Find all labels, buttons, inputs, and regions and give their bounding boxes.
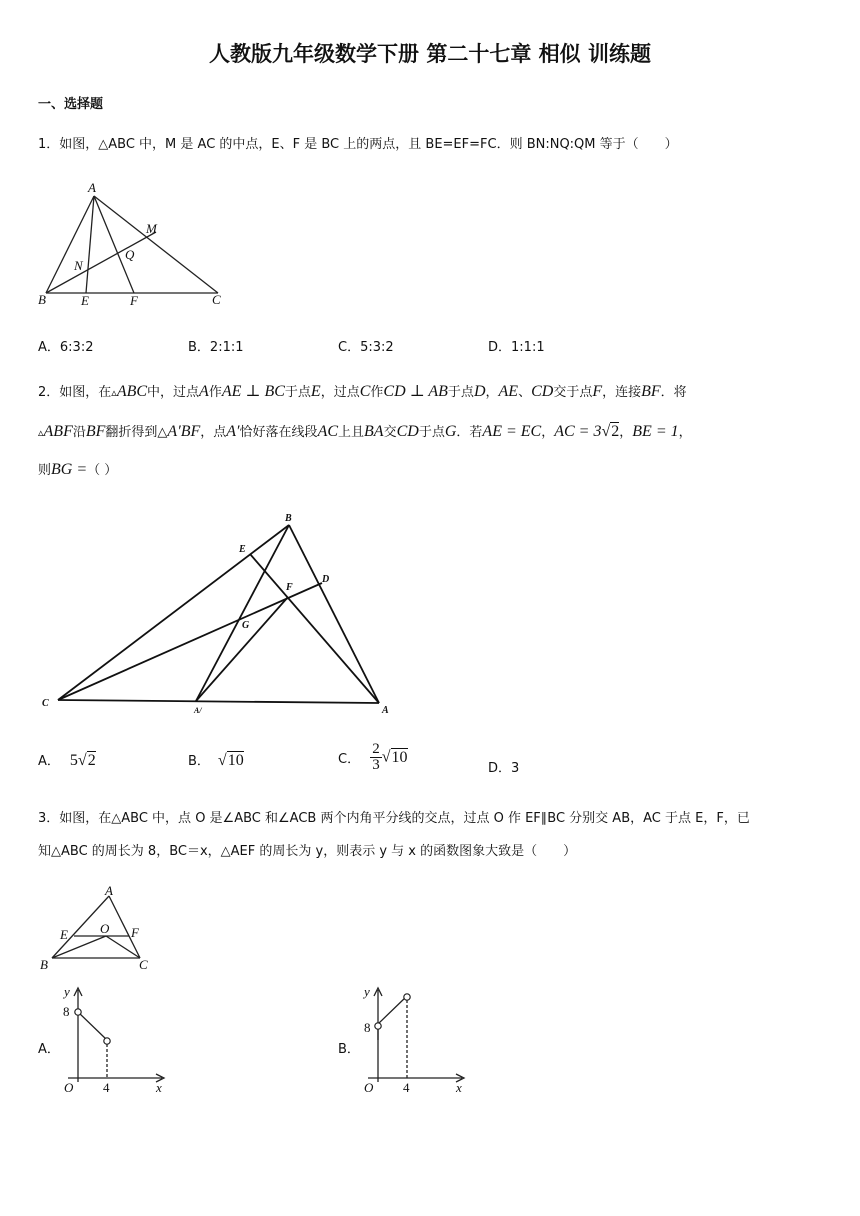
q1-label-q: Q [125,247,135,262]
q3-option-a-graph[interactable] [58,982,170,1098]
q3-option-b-label[interactable]: B． [338,1042,360,1057]
q3-b-tick-8: 8 [364,1020,371,1035]
q3-option-b-graph[interactable] [358,982,470,1098]
q1-label-e: E [81,293,89,308]
q3-label-o: O [100,921,110,936]
q3-label-b: B [40,957,48,972]
question-3-line-1: 3．如图，在△ABC 中，点 O 是∠ABC 和∠ACB 两个内角平分线的交点，过点 O 作 EF∥BC 分别交 AB，AC 于点 E，F，已 [38,811,750,826]
q3-triangle-figure [36,884,156,976]
q2-triangle-figure [36,505,406,725]
q3-label-a: A [105,884,113,898]
q2-option-c[interactable]: C． $\frac{2}{3}$ √10 [338,741,408,773]
q3-a-x-label: x [156,1080,162,1095]
q3-a-tick-4: 4 [103,1080,110,1095]
q2-label-d: D [322,574,330,585]
section-heading: 一、选择题 [38,97,104,112]
q2-label-c: C [42,698,49,709]
q3-label-e: E [60,927,68,942]
q1-label-m: M [146,221,157,236]
q3-b-x-label: x [456,1080,462,1095]
q1-option-d[interactable]: D．1:1:1 [488,340,545,355]
q1-option-b[interactable]: B．2:1:1 [188,340,244,355]
q3-label-c: C [139,957,148,972]
q3-a-y-label: y [64,984,70,999]
q3-b-y-label: y [364,984,370,999]
q2-option-d[interactable]: D．3 [488,761,520,776]
q1-label-c: C [212,292,221,307]
q1-label-f: F [130,293,138,308]
question-2-line-1: 2．如图，在▵ABC中，过点A作AE ⊥ BC于点E，过点C作CD ⊥ AB于点D，AE、CD交于点F，连接BF．将 [38,383,687,400]
q3-label-f: F [131,925,139,940]
q2-label-g: G [242,620,250,631]
q3-b-origin-label: O [364,1080,374,1095]
q2-label-e: E [239,544,246,555]
q3-b-tick-4: 4 [403,1080,410,1095]
q1-option-a[interactable]: A．6:3:2 [38,340,94,355]
question-2-line-2: ▵ABF沿BF翻折得到△A′BF，点A′恰好落在线段AC上且BA交CD于点G．若AE = EC，AC = 3√2，BE = 1， [38,423,692,440]
q1-label-a: A [88,180,96,195]
q3-option-a-label[interactable]: A． [38,1042,60,1057]
q3-a-tick-8: 8 [63,1004,70,1019]
q1-label-n: N [74,258,83,273]
q1-label-b: B [38,292,46,307]
question-1-text: 1．如图，△ABC 中，M 是 AC 的中点，E、F 是 BC 上的两点，且 BE=EF=FC．则 BN:NQ:QM 等于（ ） [38,137,678,152]
q3-a-origin-label: O [64,1080,74,1095]
q2-option-b[interactable]: B． √10 [188,752,244,769]
q2-label-b: B [285,513,292,524]
q1-triangle-figure [36,178,236,308]
question-3-line-2: 知△ABC 的周长为 8，BC＝x，△AEF 的周长为 y，则表示 y 与 x 的函数图象大致是（ ） [38,844,577,859]
q2-label-a: A [382,705,389,716]
q2-label-f: F [286,582,293,593]
q1-option-c[interactable]: C．5:3:2 [338,340,394,355]
q2-label-a-prime: A/ [194,706,202,715]
page-title: 人教版九年级数学下册 第二十七章 相似 训练题 [209,42,651,66]
question-2-line-3: 则BG =（ ） [38,461,118,478]
q2-option-a[interactable]: A． 5√2 [38,752,96,769]
